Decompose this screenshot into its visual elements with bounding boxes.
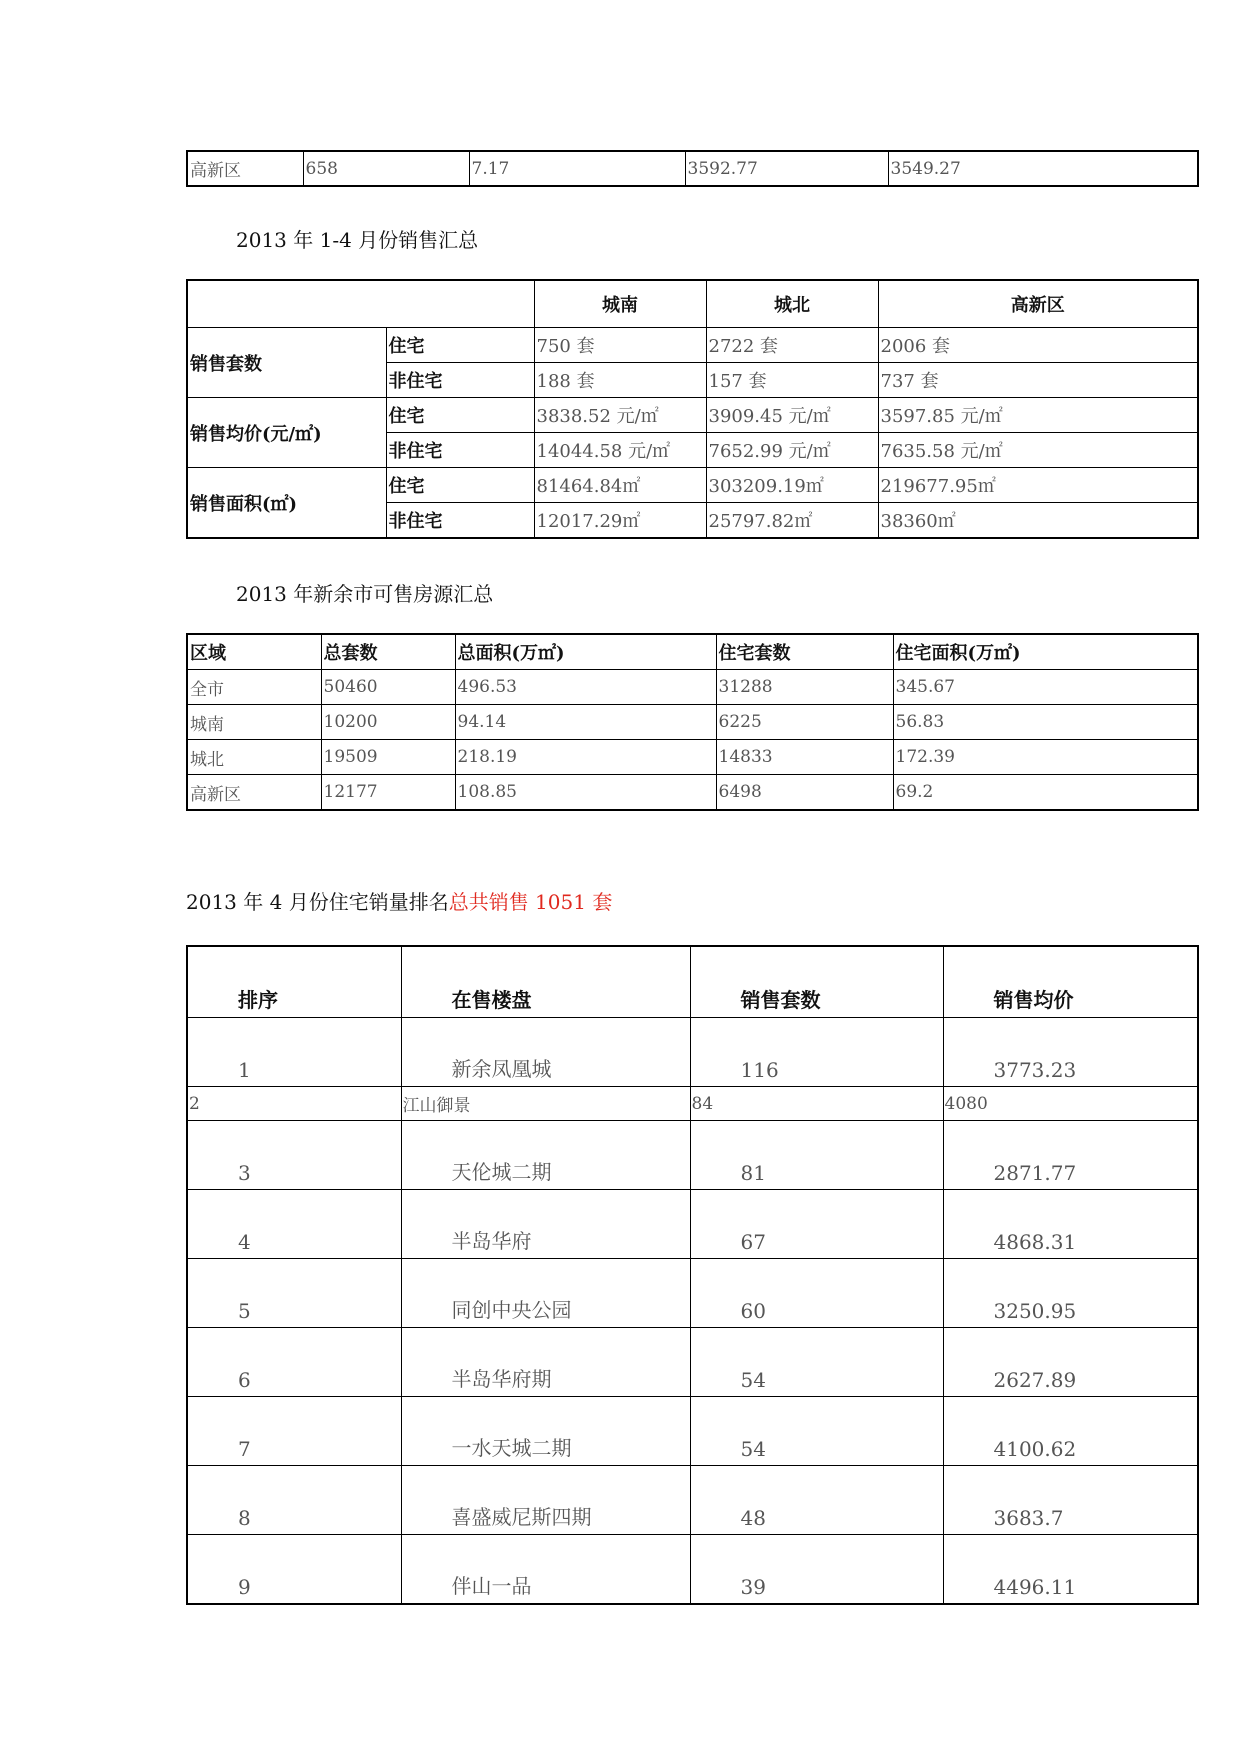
table-cell: 116: [690, 1018, 943, 1087]
table-cell: 218.19: [455, 740, 716, 775]
table-row: [187, 328, 1198, 363]
table-cell: 219677.95㎡: [878, 468, 1198, 503]
table-cell: 48: [690, 1466, 943, 1535]
section-heading-sales-summary: 2013 年 1-4 月份销售汇总: [236, 228, 479, 252]
table-cell: 6: [187, 1328, 401, 1397]
table-cell: 一水天城二期: [401, 1397, 690, 1466]
table-cell: 半岛华府: [401, 1190, 690, 1259]
table-cell: 7652.99 元/㎡: [706, 433, 878, 468]
table-cell: 25797.82㎡: [706, 503, 878, 539]
table-cell: 城南: [187, 705, 321, 740]
table-cell: 2871.77: [943, 1121, 1198, 1190]
table-cell: 50460: [321, 670, 455, 705]
table-cell: 10200: [321, 705, 455, 740]
table-cell: 半岛华府期: [401, 1328, 690, 1397]
table-cell: 172.39: [893, 740, 1198, 775]
table-cell: 56.83: [893, 705, 1198, 740]
sales-summary-table: [186, 279, 1199, 539]
column-header: 销售套数: [690, 946, 943, 1018]
table-cell: 84: [690, 1087, 943, 1121]
heading-text: 2013 年 4 月份住宅销量排名: [186, 890, 449, 914]
row-type-label: 非住宅: [386, 503, 534, 539]
table-cell: 高新区: [187, 151, 303, 186]
column-header: 销售均价: [943, 946, 1198, 1018]
table-row: [187, 1466, 1198, 1535]
table-cell: 8: [187, 1466, 401, 1535]
table-cell: 3838.52 元/㎡: [534, 398, 706, 433]
section-heading-available-housing: 2013 年新余市可售房源汇总: [236, 582, 494, 606]
table-cell: 69.2: [893, 775, 1198, 811]
table-cell: 14044.58 元/㎡: [534, 433, 706, 468]
table-cell: 9: [187, 1535, 401, 1605]
table-cell: 3683.7: [943, 1466, 1198, 1535]
table-cell: 天伦城二期: [401, 1121, 690, 1190]
table-row: [187, 670, 1198, 705]
table-cell: 12177: [321, 775, 455, 811]
column-header: 总面积(万㎡): [455, 634, 716, 670]
table-header-row: [187, 634, 1198, 670]
table-cell: 4080: [943, 1087, 1198, 1121]
table-row: [187, 1087, 1198, 1121]
column-header: 总套数: [321, 634, 455, 670]
sales-ranking-table: [186, 945, 1199, 1605]
table-cell: 19509: [321, 740, 455, 775]
table-cell: 67: [690, 1190, 943, 1259]
table-cell: 14833: [716, 740, 893, 775]
table-cell: 81464.84㎡: [534, 468, 706, 503]
table-header-row: [187, 946, 1198, 1018]
table-cell: 81: [690, 1121, 943, 1190]
heading-highlight-total: 总共销售 1051 套: [448, 890, 613, 914]
table-cell: 750 套: [534, 328, 706, 363]
table-cell: 38360㎡: [878, 503, 1198, 539]
table-cell: 同创中央公园: [401, 1259, 690, 1328]
table-cell: 江山御景: [401, 1087, 690, 1121]
table-row: [187, 1397, 1198, 1466]
row-group-label: 销售套数: [187, 328, 386, 398]
table-cell: 7635.58 元/㎡: [878, 433, 1198, 468]
column-header: 城北: [706, 280, 878, 328]
table-cell: 2722 套: [706, 328, 878, 363]
table-cell: 345.67: [893, 670, 1198, 705]
table-cell: 6498: [716, 775, 893, 811]
table-cell: 4868.31: [943, 1190, 1198, 1259]
table-cell: 高新区: [187, 775, 321, 811]
table-cell: 3592.77: [685, 151, 888, 186]
table-header-blank: [187, 280, 534, 328]
row-group-label: 销售面积(㎡): [187, 468, 386, 539]
row-type-label: 住宅: [386, 328, 534, 363]
table-cell: 54: [690, 1397, 943, 1466]
table-cell: 新余凤凰城: [401, 1018, 690, 1087]
table-cell: 3773.23: [943, 1018, 1198, 1087]
column-header: 住宅套数: [716, 634, 893, 670]
column-header: 区域: [187, 634, 321, 670]
row-type-label: 非住宅: [386, 433, 534, 468]
table-row: [187, 775, 1198, 811]
table-cell: 39: [690, 1535, 943, 1605]
table-row: [187, 151, 1198, 186]
table-row: [187, 740, 1198, 775]
table-row: [187, 1535, 1198, 1605]
table-header-row: [187, 280, 1198, 328]
table-cell: 31288: [716, 670, 893, 705]
table-row: [187, 1190, 1198, 1259]
table-cell: 60: [690, 1259, 943, 1328]
column-header: 城南: [534, 280, 706, 328]
row-group-label: 销售均价(元/㎡): [187, 398, 386, 468]
row-type-label: 住宅: [386, 468, 534, 503]
table-cell: 2: [187, 1087, 401, 1121]
table-cell: 157 套: [706, 363, 878, 398]
table-cell: 城北: [187, 740, 321, 775]
table-cell: 94.14: [455, 705, 716, 740]
table-row: [187, 1121, 1198, 1190]
table-cell: 4: [187, 1190, 401, 1259]
table-cell: 4100.62: [943, 1397, 1198, 1466]
table-cell: 4496.11: [943, 1535, 1198, 1605]
table-row: [187, 398, 1198, 433]
row-type-label: 非住宅: [386, 363, 534, 398]
table-cell: 188 套: [534, 363, 706, 398]
table-cell: 5: [187, 1259, 401, 1328]
table-cell: 全市: [187, 670, 321, 705]
table-cell: 3549.27: [888, 151, 1198, 186]
table-row: [187, 1259, 1198, 1328]
column-header: 在售楼盘: [401, 946, 690, 1018]
table-row: [187, 705, 1198, 740]
table-cell: 737 套: [878, 363, 1198, 398]
table-cell: 108.85: [455, 775, 716, 811]
table-cell: 2006 套: [878, 328, 1198, 363]
table-cell: 2627.89: [943, 1328, 1198, 1397]
table-cell: 658: [303, 151, 469, 186]
table-cell: 7.17: [469, 151, 685, 186]
table-cell: 54: [690, 1328, 943, 1397]
available-housing-table: [186, 633, 1199, 811]
table-cell: 7: [187, 1397, 401, 1466]
table-cell: 6225: [716, 705, 893, 740]
table-cell: 3597.85 元/㎡: [878, 398, 1198, 433]
table-cell: 伴山一品: [401, 1535, 690, 1605]
table-cell: 496.53: [455, 670, 716, 705]
table-cell: 3: [187, 1121, 401, 1190]
table-row: [187, 1328, 1198, 1397]
table-cell: 12017.29㎡: [534, 503, 706, 539]
table-cell: 喜盛威尼斯四期: [401, 1466, 690, 1535]
row-type-label: 住宅: [386, 398, 534, 433]
district-stats-table-fragment: [186, 150, 1199, 187]
table-cell: 303209.19㎡: [706, 468, 878, 503]
table-cell: 3250.95: [943, 1259, 1198, 1328]
section-heading-sales-ranking: [186, 886, 612, 915]
table-row: [187, 1018, 1198, 1087]
column-header: 住宅面积(万㎡): [893, 634, 1198, 670]
column-header: 高新区: [878, 280, 1198, 328]
table-row: [187, 468, 1198, 503]
column-header: 排序: [187, 946, 401, 1018]
table-cell: 1: [187, 1018, 401, 1087]
table-cell: 3909.45 元/㎡: [706, 398, 878, 433]
